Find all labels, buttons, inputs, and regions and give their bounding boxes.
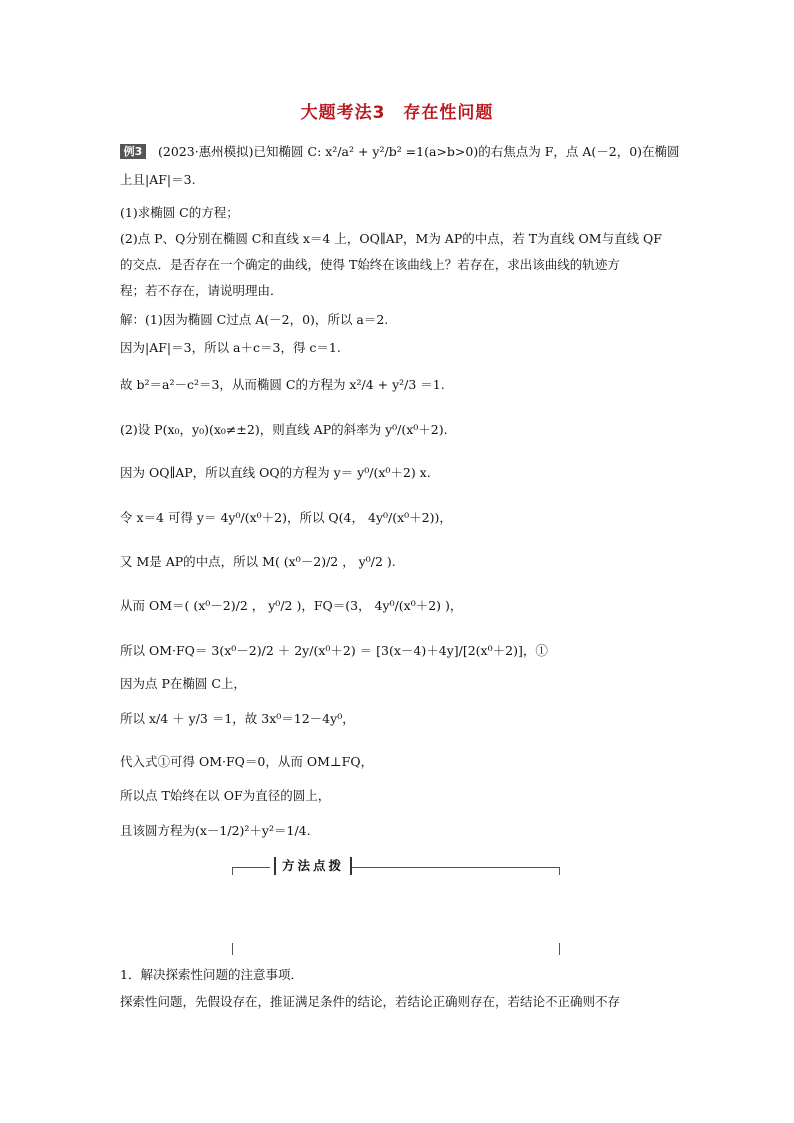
solution-line-8: 从而 OM＝( (x⁰－2)/2 ， y⁰/2 )，FQ＝(3， 4y⁰/(x⁰＋2) )，	[120, 598, 463, 613]
question-line-1	[120, 143, 680, 161]
question-line-5: 的交点．是否存在一个确定的曲线，使得 T始终在该曲线上？若存在，求出该曲线的轨迹方	[120, 257, 620, 272]
solution-line-13: 所以点 T始终在以 OF为直径的圆上，	[120, 788, 331, 803]
solution-line-2: 因为|AF|＝3，所以 a＋c＝3，得 c＝1.	[120, 340, 341, 355]
box-corner-tr	[559, 867, 560, 875]
solution-line-6: 令 x＝4 可得 y＝ 4y⁰/(x⁰＋2)，所以 Q(4， 4y⁰/(x⁰＋2))，	[120, 510, 452, 525]
question-part-1: (1)求椭圆 C的方程；	[120, 205, 239, 220]
solution-line-3: 故 b²＝a²－c²＝3，从而椭圆 C的方程为 x²/4 + y²/3 ＝1.	[120, 377, 445, 392]
solution-line-14: 且该圆方程为(x－1/2)²＋y²＝1/4.	[120, 823, 311, 838]
solution-line-5: 因为 OQ∥AP，所以直线 OQ的方程为 y＝ y⁰/(x⁰＋2) x.	[120, 465, 431, 480]
solution-line-1: 解：(1)因为椭圆 C过点 A(－2，0)，所以 a＝2.	[120, 312, 389, 327]
method-box-label: 方法点拨	[274, 857, 352, 875]
solution-line-4: (2)设 P(x₀，y₀)(x₀≠±2)，则直线 AP的斜率为 y⁰/(x⁰＋2).	[120, 422, 448, 437]
tail-line-2: 探索性问题，先假设存在，推证满足条件的结论，若结论正确则存在，若结论不正确则不存	[120, 994, 621, 1009]
box-corner-tl	[232, 867, 233, 875]
solution-line-12: 代入式①可得 OM·FQ＝0，从而 OM⊥FQ，	[120, 754, 374, 769]
tail-line-1: 1．解决探索性问题的注意事项．	[120, 967, 303, 982]
solution-line-9: 所以 OM·FQ＝ 3(x⁰－2)/2 ＋ 2y/(x⁰＋2) ＝ [3(x－4)＋4y]/[2(x⁰＋2)]，①	[120, 643, 548, 658]
question-text-1: (2023·惠州模拟)已知椭圆 C: x²/a² + y²/b² =1(a>b>0)的右焦点为 F，点 A(－2，0)在椭圆	[158, 144, 680, 159]
section-title: 大题考法3 存在性问题	[300, 103, 494, 123]
method-box	[232, 857, 560, 957]
box-top-left-rule	[232, 867, 270, 868]
example-badge: 例3	[120, 144, 146, 159]
solution-line-11: 所以 x/4 ＋ y/3 ＝1，故 3x⁰＝12－4y⁰，	[120, 711, 355, 726]
question-part-2: (2)点 P、Q分别在椭圆 C和直线 x＝4 上，OQ∥AP，M为 AP的中点，若 T为直线 OM与直线 QF	[120, 231, 662, 246]
box-corner-br	[559, 943, 560, 955]
box-top-right-rule	[352, 867, 560, 868]
question-line-2: 上且|AF|＝3.	[120, 172, 196, 187]
question-line-6: 程；若不存在，请说明理由．	[120, 283, 283, 298]
solution-line-10: 因为点 P在椭圆 C上，	[120, 676, 246, 691]
box-corner-bl	[232, 943, 233, 955]
solution-line-7: 又 M是 AP的中点，所以 M( (x⁰－2)/2 ， y⁰/2 ).	[120, 554, 396, 569]
